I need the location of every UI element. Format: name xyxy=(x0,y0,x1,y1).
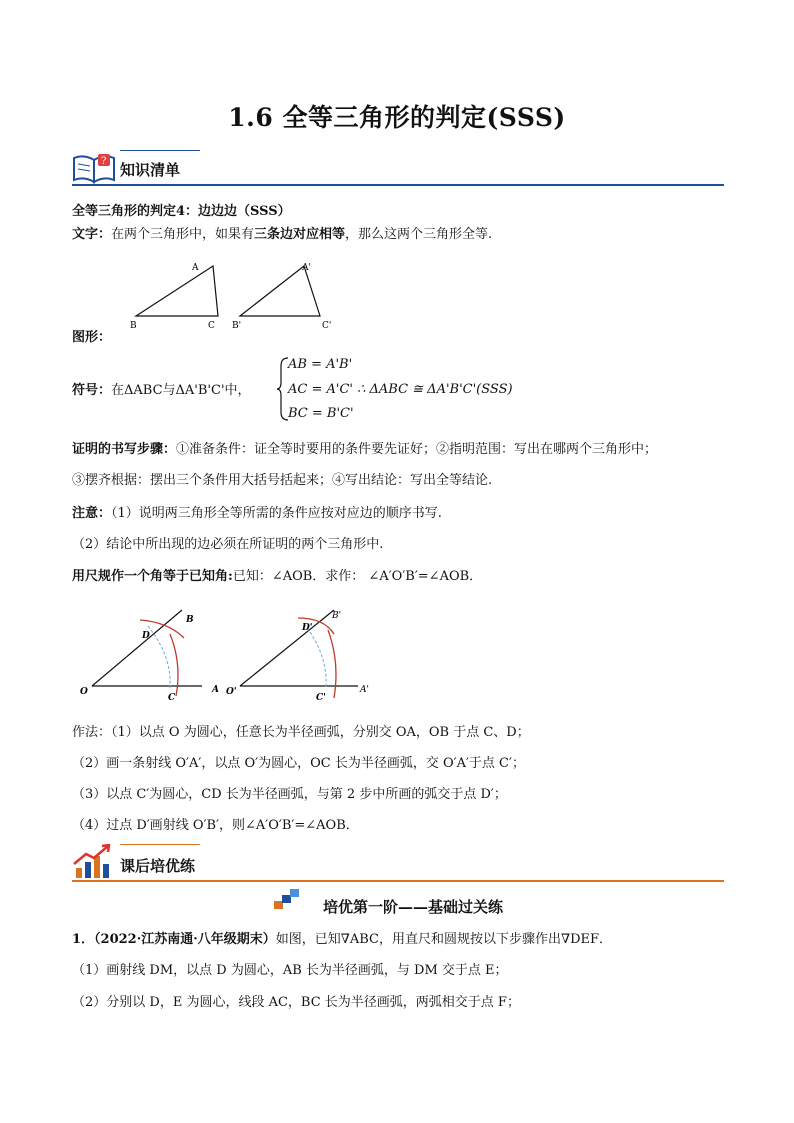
construct-text: 已知：∠AOB．求作： ∠A′O′B′=∠AOB． xyxy=(232,569,483,584)
symbol-eq3: BC = B'C' xyxy=(288,406,354,421)
note-label: 注意： xyxy=(72,506,112,521)
symbol-label: 符号： xyxy=(72,383,112,398)
method-line-3: （3）以点 C′为圆心，CD 长为半径画弧，与第 2 步中所画的弧交于点 D′； xyxy=(72,787,507,802)
symbol-eq2: AC = A'C' ∴ ΔABC ≅ ΔA'B'C'(SSS) xyxy=(288,382,513,397)
method-line-2: （2）画一条射线 O′A′，以点 O′为圆心，OC 长为半径画弧，交 O′A′于点 C′； xyxy=(72,756,525,771)
steps-text-1: ①准备条件：证全等时要用的条件要先证好；②指明范围：写出在哪两个三角形中； xyxy=(176,442,658,457)
problem-1-line xyxy=(72,931,612,949)
triangle-abc xyxy=(130,263,218,331)
book-icon xyxy=(72,150,116,184)
triangles-figure xyxy=(128,258,348,332)
subsection-title: 培优第一阶——基础过关练 xyxy=(322,898,503,916)
label-o-prime: O' xyxy=(226,687,237,697)
problem-1-step-2: （2）分别以 D，E 为圆心，线段 AC，BC 长为半径画弧，两弧相交于点 F； xyxy=(72,995,520,1010)
label-b-prime: B' xyxy=(232,321,242,331)
section-title: 知识清单 xyxy=(120,161,181,179)
label-c-prime: C' xyxy=(322,321,332,331)
figure-label: 图形： xyxy=(72,330,112,345)
section-header-practice xyxy=(72,842,724,882)
label-b: B xyxy=(186,615,194,625)
problem-source: （2022·江苏南通·八年级期末） xyxy=(94,932,276,947)
wording-pre: 在两个三角形中，如果有 xyxy=(111,227,255,242)
symbol-eq1: AB = A'B' xyxy=(288,357,353,372)
wording-post: ，那么这两个三角形全等. xyxy=(345,227,493,242)
label-o: O xyxy=(80,687,88,697)
problem-number: 1． xyxy=(72,932,95,947)
triangle-abc-prime xyxy=(232,263,331,331)
section-top-rule xyxy=(120,844,200,845)
growth-chart-icon xyxy=(72,844,112,880)
label-c: C xyxy=(168,693,176,703)
theorem-title: 全等三角形的判定4：边边边（SSS） xyxy=(72,204,291,219)
construct-label: 用尺规作一个角等于已知角: xyxy=(72,569,233,584)
steps-label: 证明的书写步骤： xyxy=(72,442,177,457)
angle-aob-prime xyxy=(226,610,369,703)
method-line-1: 作法：（1）以点 O 为圆心，任意长为半径画弧，分别交 OA，OB 于点 C、D； xyxy=(72,725,530,740)
wording-emph: 三条边对应相等 xyxy=(254,227,346,242)
label-d-prime: D' xyxy=(302,623,313,633)
section-header-knowledge xyxy=(72,146,724,186)
angle-construction-figure xyxy=(72,604,392,704)
construct-line xyxy=(72,568,482,586)
section-title: 课后培优练 xyxy=(120,857,196,875)
section-rule xyxy=(72,184,724,186)
method-line-4: （4）过点 D′画射线 O′B′，则∠A′O′B′=∠AOB． xyxy=(72,818,359,833)
label-a: A xyxy=(192,263,199,273)
wording-label: 文字： xyxy=(72,227,112,242)
problem-1-step-1: （1）画射线 DM，以点 D 为圆心，AB 长为半径画弧，与 DM 交于点 E； xyxy=(72,963,508,978)
page-title: 1.6 全等三角形的判定(SSS) xyxy=(228,103,566,132)
problem-text: 如图，已知∇ABC，用直尺和圆规按以下步骤作出∇DEF． xyxy=(275,932,612,947)
label-c-prime: C' xyxy=(316,693,326,703)
label-a: A xyxy=(212,685,219,695)
label-b: B xyxy=(130,321,137,331)
symbol-pre: 在ΔABC与ΔA'B'C'中， xyxy=(111,383,251,398)
note-line-1 xyxy=(72,505,442,523)
note-line-2: （2）结论中所出现的边必须在所证明的两个三角形中. xyxy=(72,537,384,552)
label-a-prime: A' xyxy=(302,263,311,273)
section-rule xyxy=(72,880,724,882)
note-text-1: （1）说明两三角形全等所需的条件应按对应边的顺序书写. xyxy=(111,506,442,521)
label-d: D xyxy=(142,631,150,641)
steps-line-1 xyxy=(72,441,657,459)
label-c: C xyxy=(208,321,215,331)
label-b-prime: B' xyxy=(332,611,342,621)
symbol-line xyxy=(72,382,251,400)
angle-aob xyxy=(80,610,219,703)
steps-line-2: ③摆齐根据：摆出三个条件用大括号括起来；④写出结论：写出全等结论. xyxy=(72,473,493,488)
section-top-rule xyxy=(120,150,200,151)
svg-text:?: ? xyxy=(101,156,107,167)
wording-line xyxy=(72,226,492,244)
label-a-prime: A' xyxy=(360,685,369,695)
